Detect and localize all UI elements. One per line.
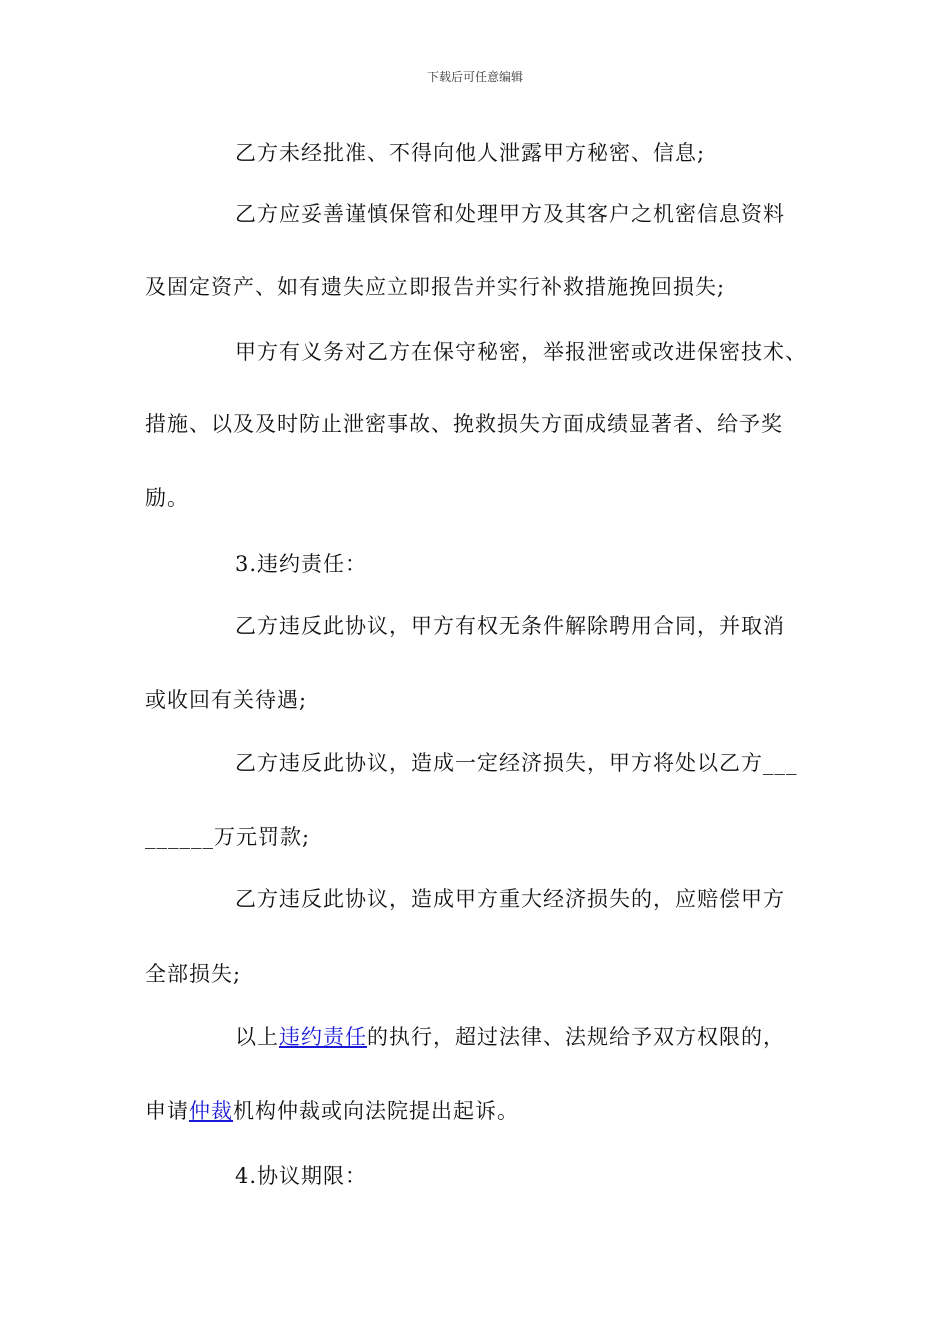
paragraph-line: 乙方违反此协议，造成一定经济损失，甲方将处以乙方___ [235, 751, 798, 775]
paragraph-line: 措施、以及及时防止泄密事故、挽救损失方面成绩显著者、给予奖 [145, 412, 783, 436]
section-heading: 4.协议期限： [235, 1164, 368, 1188]
text-segment: 机构仲裁或向法院提出起诉。 [233, 1099, 519, 1123]
paragraph-line: 或收回有关待遇; [145, 688, 308, 712]
paragraph-line: 乙方违反此协议，造成甲方重大经济损失的，应赔偿甲方 [235, 887, 785, 911]
text-segment: 的执行，超过法律、法规给予双方权限的， [367, 1025, 785, 1049]
paragraph-line: 乙方应妥善谨慎保管和处理甲方及其客户之机密信息资料 [235, 202, 785, 226]
text-segment: 申请 [145, 1099, 189, 1123]
paragraph-line: 甲方有义务对乙方在保守秘密，举报泄密或改进保密技术、 [235, 340, 807, 364]
paragraph-line: 励。 [145, 486, 189, 510]
paragraph-line: 全部损失; [145, 962, 242, 986]
page-header: 下载后可任意编辑 [426, 70, 523, 84]
paragraph-line: 乙方未经批准、不得向他人泄露甲方秘密、信息; [235, 141, 706, 165]
paragraph-line [145, 1097, 850, 1125]
paragraph-line: 乙方违反此协议，甲方有权无条件解除聘用合同，并取消 [235, 614, 785, 638]
paragraph-line: 及固定资产、如有遗失应立即报告并实行补救措施挽回损失; [145, 275, 726, 299]
section-heading: 3.违约责任： [235, 552, 368, 576]
paragraph-line: ______万元罚款; [145, 825, 311, 849]
arbitration-link[interactable]: 仲裁 [189, 1099, 233, 1123]
breach-liability-link[interactable]: 违约责任 [279, 1025, 367, 1049]
paragraph-line [235, 1023, 850, 1051]
text-segment: 以上 [235, 1025, 279, 1049]
